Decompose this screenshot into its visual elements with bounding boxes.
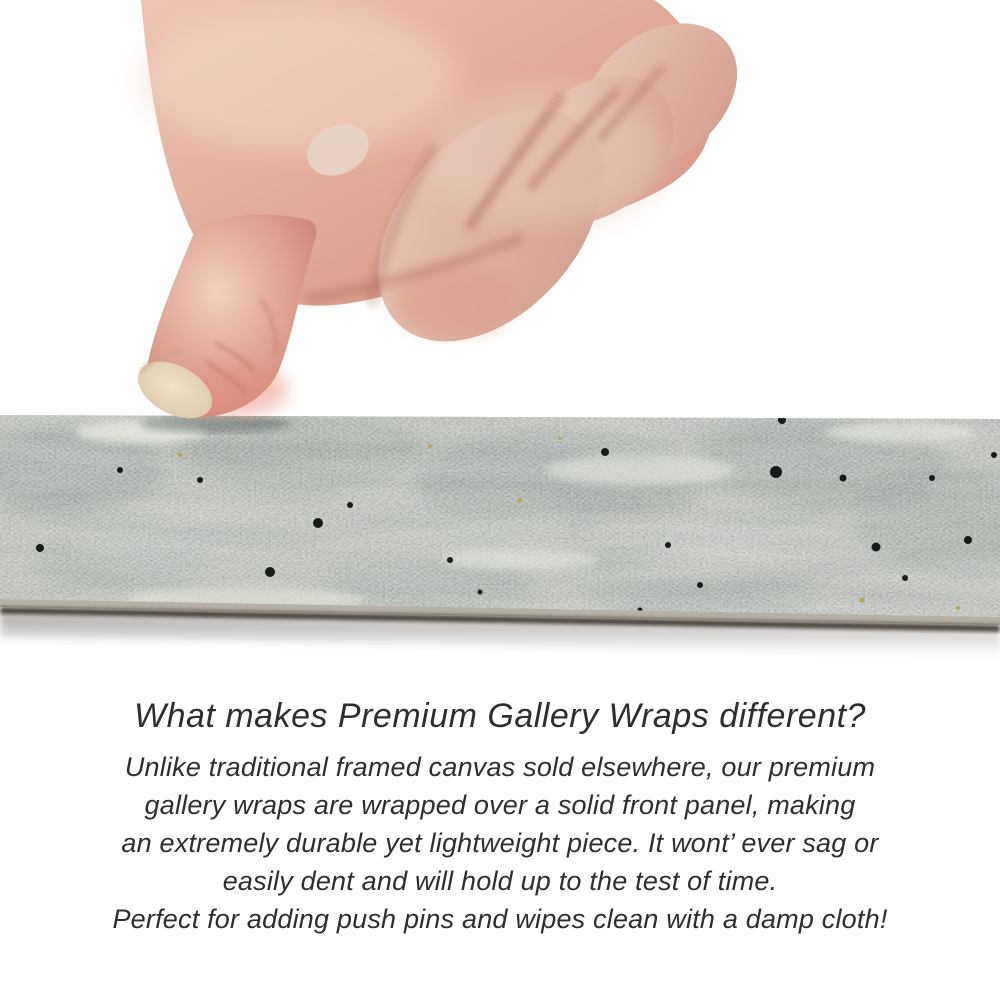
canvas-edge-strip	[0, 415, 1000, 655]
body-line-2: gallery wraps are wrapped over a solid front panel, making	[144, 790, 856, 820]
body-line-4: easily dent and will hold up to the test of time.	[222, 866, 778, 896]
body-line-3: an extremely durable yet lightweight piece. It wont’ ever sag or	[121, 828, 879, 858]
heading: What makes Premium Gallery Wraps different?	[134, 697, 866, 735]
body-line-1: Unlike traditional framed canvas sold elsewhere, our premium	[124, 752, 876, 782]
body-line-5: Perfect for adding push pins and wipes clean with a damp cloth!	[112, 904, 888, 934]
hand-photo	[128, 0, 765, 430]
hand-thumb	[128, 214, 316, 430]
copy-block	[0, 694, 1000, 938]
